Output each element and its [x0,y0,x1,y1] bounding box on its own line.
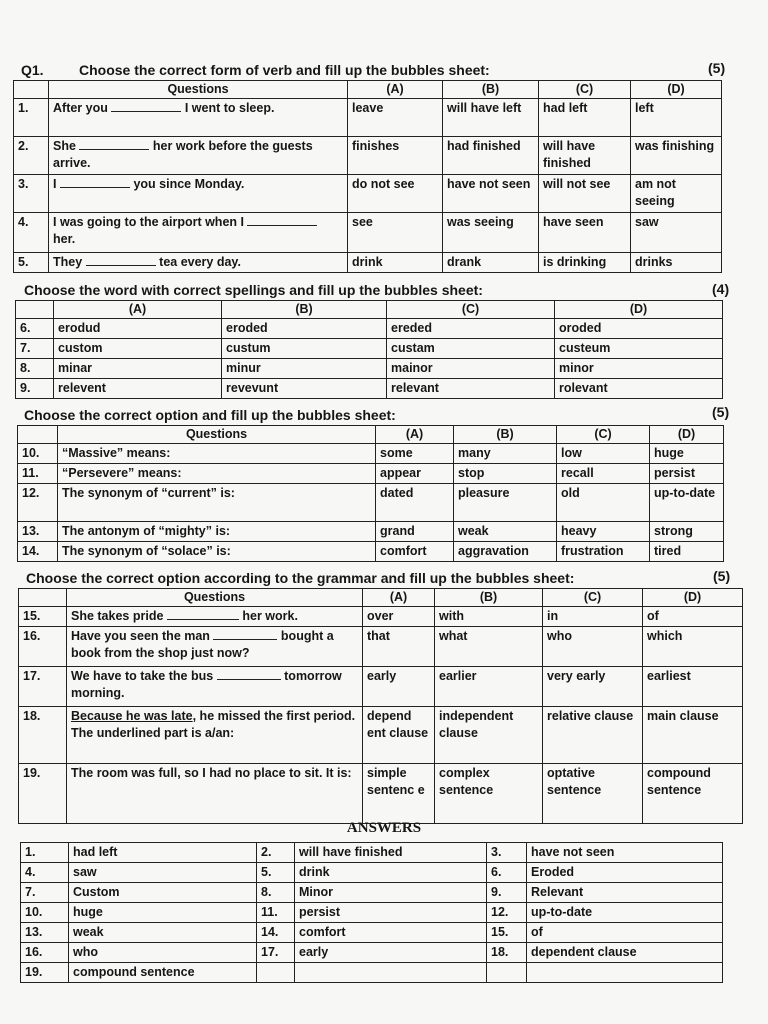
option-c: who [543,627,643,667]
answer-number: 3. [487,843,527,863]
question-text: The synonym of “solace” is: [58,542,376,562]
question-text: The synonym of “current” is: [58,484,376,522]
table-row [21,863,723,883]
option-d: tired [650,542,724,562]
option-d: was finishing [631,137,722,175]
option-a: grand [376,522,454,542]
table-row [21,843,723,863]
answer-value: Custom [69,883,257,903]
option-d: main clause [643,707,743,764]
question-number: 5. [14,253,49,273]
question-number: 1. [14,99,49,137]
q4-instruction: Choose the correct option according to the grammar and fill up the bubbles sheet: [26,570,575,586]
option-c: will not see [539,175,631,213]
answer-value: who [69,943,257,963]
option-b: weak [454,522,557,542]
answer-value: Eroded [527,863,723,883]
question-text: They tea every day. [49,253,348,273]
question-number: 15. [19,607,67,627]
question-number: 2. [14,137,49,175]
option-a: dated [376,484,454,522]
answer-number [487,963,527,983]
q4-header-questions: Questions [67,589,363,607]
option-a: leave [348,99,443,137]
table-row [14,175,722,213]
table-row [16,339,723,359]
answer-number: 16. [21,943,69,963]
question-text: She takes pride her work. [67,607,363,627]
table-row [21,963,723,983]
option-a: some [376,444,454,464]
option-b: minur [222,359,387,379]
answer-value: had left [69,843,257,863]
option-c: have seen [539,213,631,253]
answer-number: 5. [257,863,295,883]
option-d: left [631,99,722,137]
table-row [19,764,743,824]
table-row [16,379,723,399]
q3-table [17,425,724,562]
option-a: finishes [348,137,443,175]
table-row [16,359,723,379]
option-c: relevant [387,379,555,399]
option-c: will have finished [539,137,631,175]
table-row [19,627,743,667]
option-a: depend ent clause [363,707,435,764]
option-a: see [348,213,443,253]
option-b: pleasure [454,484,557,522]
question-number: 9. [16,379,54,399]
answer-number: 19. [21,963,69,983]
table-row [19,667,743,707]
option-a: do not see [348,175,443,213]
option-a: that [363,627,435,667]
option-b: earlier [435,667,543,707]
q2-instruction: Choose the word with correct spellings and fill up the bubbles sheet: [24,282,483,298]
option-a: comfort [376,542,454,562]
option-b: was seeing [443,213,539,253]
answer-value: have not seen [527,843,723,863]
question-text: We have to take the bus tomorrow morning. [67,667,363,707]
option-d: minor [555,359,723,379]
question-number: 12. [18,484,58,522]
option-d: saw [631,213,722,253]
q4-header-a: (A) [363,589,435,607]
question-number: 13. [18,522,58,542]
question-number: 3. [14,175,49,213]
option-a: erodud [54,319,222,339]
answers-table [20,842,723,983]
answer-number: 6. [487,863,527,883]
answer-value: of [527,923,723,943]
option-c: custam [387,339,555,359]
option-d: oroded [555,319,723,339]
question-number: 18. [19,707,67,764]
option-d: up-to-date [650,484,724,522]
answer-value: Minor [295,883,487,903]
option-d: custeum [555,339,723,359]
table-row [21,903,723,923]
option-c: mainor [387,359,555,379]
q3-instruction: Choose the correct option and fill up the bubbles sheet: [24,407,396,423]
answer-number: 13. [21,923,69,943]
q3-marks: (5) [712,404,730,420]
option-b: revevunt [222,379,387,399]
answer-number: 10. [21,903,69,923]
option-d: am not seeing [631,175,722,213]
answer-value: saw [69,863,257,883]
question-text: I was going to the airport when I her. [49,213,348,253]
option-d: drinks [631,253,722,273]
answer-number: 4. [21,863,69,883]
answer-number: 9. [487,883,527,903]
question-text: I you since Monday. [49,175,348,213]
answer-number: 14. [257,923,295,943]
answer-number: 2. [257,843,295,863]
answer-number: 11. [257,903,295,923]
answer-number: 12. [487,903,527,923]
option-a: early [363,667,435,707]
option-c: low [557,444,650,464]
q3-header-c: (C) [557,426,650,444]
q1-instruction: Choose the correct form of verb and fill up the bubbles sheet: [79,62,490,78]
q2-header-row [16,301,723,319]
table-row [21,943,723,963]
question-number: 10. [18,444,58,464]
q4-marks: (5) [713,568,731,584]
q1-header-d: (D) [631,81,722,99]
q1-number: Q1. [21,62,44,78]
question-number: 11. [18,464,58,484]
option-d: which [643,627,743,667]
table-row [16,319,723,339]
q1-header-questions: Questions [49,81,348,99]
table-row [21,883,723,903]
option-c: is drinking [539,253,631,273]
option-b: will have left [443,99,539,137]
question-text: The antonym of “mighty” is: [58,522,376,542]
option-b: eroded [222,319,387,339]
table-row [14,99,722,137]
answer-value: compound sentence [69,963,257,983]
option-b: complex sentence [435,764,543,824]
answer-value [295,963,487,983]
question-number: 14. [18,542,58,562]
q4-header-c: (C) [543,589,643,607]
answer-number: 17. [257,943,295,963]
answer-value: up-to-date [527,903,723,923]
option-b: many [454,444,557,464]
answer-number: 8. [257,883,295,903]
option-b: drank [443,253,539,273]
option-b: aggravation [454,542,557,562]
question-text: “Persevere” means: [58,464,376,484]
option-a: simple sentenc e [363,764,435,824]
option-d: huge [650,444,724,464]
answer-value: early [295,943,487,963]
question-number: 6. [16,319,54,339]
q2-header-b: (B) [222,301,387,319]
option-c: recall [557,464,650,484]
question-text: Because he was late, he missed the first period. The underlined part is a/an: [67,707,363,764]
option-a: minar [54,359,222,379]
answers-title: ANSWERS [346,820,422,836]
option-d: compound sentence [643,764,743,824]
q3-header-b: (B) [454,426,557,444]
table-row [21,923,723,943]
q4-header-row [19,589,743,607]
option-c: frustration [557,542,650,562]
question-text: The room was full, so I had no place to sit. It is: [67,764,363,824]
answer-number: 18. [487,943,527,963]
answer-value: Relevant [527,883,723,903]
option-b: stop [454,464,557,484]
option-a: custom [54,339,222,359]
option-a: over [363,607,435,627]
table-row [18,522,724,542]
answer-number: 7. [21,883,69,903]
option-a: appear [376,464,454,484]
question-number: 16. [19,627,67,667]
option-c: optative sentence [543,764,643,824]
option-c: very early [543,667,643,707]
option-b: have not seen [443,175,539,213]
option-a: relevent [54,379,222,399]
question-text: After you I went to sleep. [49,99,348,137]
q2-table [15,300,723,399]
q3-header-a: (A) [376,426,454,444]
question-text: “Massive” means: [58,444,376,464]
answer-value: will have finished [295,843,487,863]
option-c: ereded [387,319,555,339]
option-b: had finished [443,137,539,175]
answer-value: comfort [295,923,487,943]
option-d: earliest [643,667,743,707]
q2-header-a: (A) [54,301,222,319]
answer-number: 15. [487,923,527,943]
table-row [19,707,743,764]
question-number: 19. [19,764,67,824]
answer-number: 1. [21,843,69,863]
table-row [14,137,722,175]
q1-header-a: (A) [348,81,443,99]
q4-header-d: (D) [643,589,743,607]
option-a: drink [348,253,443,273]
option-b: independent clause [435,707,543,764]
option-d: of [643,607,743,627]
q2-header-d: (D) [555,301,723,319]
table-row [18,542,724,562]
option-b: with [435,607,543,627]
question-number: 7. [16,339,54,359]
table-row [18,484,724,522]
answer-number [257,963,295,983]
q3-header-row [18,426,724,444]
table-row [19,607,743,627]
q4-table [18,588,743,824]
answer-value: weak [69,923,257,943]
answer-value: drink [295,863,487,883]
q2-header-c: (C) [387,301,555,319]
q1-header-row [14,81,722,99]
question-number: 8. [16,359,54,379]
option-c: in [543,607,643,627]
answer-value [527,963,723,983]
q1-header-c: (C) [539,81,631,99]
option-b: custum [222,339,387,359]
option-c: had left [539,99,631,137]
q1-table [13,80,722,273]
option-c: heavy [557,522,650,542]
option-c: old [557,484,650,522]
q4-header-b: (B) [435,589,543,607]
q1-header-b: (B) [443,81,539,99]
question-text: She her work before the guests arrive. [49,137,348,175]
option-c: relative clause [543,707,643,764]
question-text: Have you seen the man bought a book from the shop just now? [67,627,363,667]
q1-marks: (5) [708,60,726,76]
table-row [14,213,722,253]
q3-header-d: (D) [650,426,724,444]
q3-header-questions: Questions [58,426,376,444]
option-d: strong [650,522,724,542]
option-d: persist [650,464,724,484]
question-number: 17. [19,667,67,707]
table-row [14,253,722,273]
q2-marks: (4) [712,281,730,297]
question-number: 4. [14,213,49,253]
table-row [18,464,724,484]
answer-value: persist [295,903,487,923]
option-d: rolevant [555,379,723,399]
option-b: what [435,627,543,667]
answer-value: huge [69,903,257,923]
table-row [18,444,724,464]
answer-value: dependent clause [527,943,723,963]
